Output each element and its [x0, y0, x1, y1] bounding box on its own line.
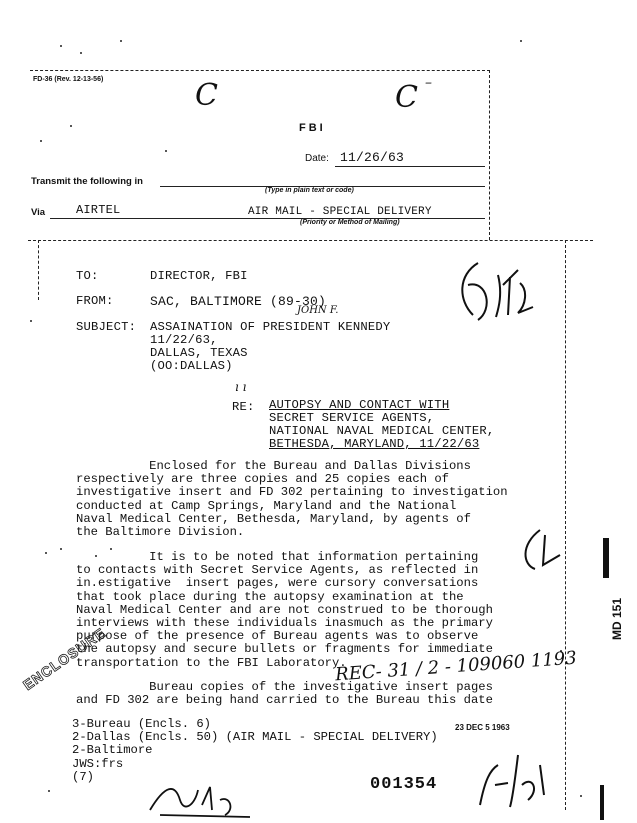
- serial-number-stamp: 001354: [370, 775, 438, 794]
- form-number: FD-36 (Rev. 12-13-56): [33, 76, 104, 83]
- form-agency: FBI: [299, 122, 326, 134]
- distribution-list: 3-Bureau (Encls. 6) 2-Dallas (Encls. 50) (AIR MAIL - SPECIAL DELIVERY) 2-Baltimore JWS:frs (7): [72, 717, 438, 784]
- from-label: FROM:: [76, 294, 114, 308]
- form-right-border: [489, 70, 490, 240]
- from-value: SAC, BALTIMORE (89-30): [150, 294, 327, 309]
- re-line-4: BETHESDA, MARYLAND, 11/22/63: [269, 437, 480, 451]
- via-line: [50, 218, 485, 219]
- body-left-border: [38, 240, 39, 300]
- dec-date-stamp: 23 DEC 5 1963: [455, 723, 510, 732]
- md-number: MD 151: [610, 597, 624, 640]
- subject-line-2: 11/22/63,: [150, 333, 218, 347]
- date-line: [335, 166, 485, 167]
- handwritten-bottom-initials: [470, 745, 560, 815]
- method-value: AIR MAIL - SPECIAL DELIVERY: [248, 206, 432, 218]
- date-value: 11/26/63: [340, 150, 405, 165]
- black-bottom-mark: [600, 785, 604, 820]
- form-top-border: [30, 70, 490, 71]
- re-label: RE:: [232, 400, 255, 414]
- black-margin-mark: [603, 538, 609, 578]
- enclosure-stamp: ENCLOSURE: [20, 624, 109, 694]
- transmit-label: Transmit the following in: [31, 176, 143, 187]
- via-value: AIRTEL: [76, 203, 121, 217]
- handwritten-bottom-signature: [140, 775, 260, 820]
- to-label: TO:: [76, 269, 99, 283]
- subject-line-3: DALLAS, TEXAS: [150, 346, 248, 360]
- handwritten-tick-marks: ı ı: [235, 380, 247, 394]
- method-hint: (Priority or Method of Mailing): [300, 219, 400, 226]
- handwritten-dash-mark: –: [425, 75, 432, 91]
- subject-line-1: ASSAINATION OF PRESIDENT KENNEDY: [150, 320, 391, 334]
- re-line-2: SECRET SERVICE AGENTS,: [269, 411, 435, 425]
- subject-line-4: (OO:DALLAS): [150, 359, 233, 373]
- re-line-1: AUTOPSY AND CONTACT WITH: [269, 398, 450, 412]
- subject-label: SUBJECT:: [76, 320, 137, 334]
- to-value: DIRECTOR, FBI: [150, 269, 248, 283]
- handwritten-c-mark-2: C: [395, 80, 418, 115]
- type-hint: (Type in plain text or code): [265, 187, 354, 194]
- handwritten-insert: JOHN F.: [297, 305, 339, 316]
- handwritten-margin-initials: [515, 525, 565, 575]
- body-paragraph-1: Enclosed for the Bureau and Dallas Divisions respectively are three copies and 25 copies each of investigative insert and FD 302 pertaining to investigation conducted at Camp Springs, Maryland and the National Naval Medical Center, Bethesda, Maryland, by agents of the Baltimore Division.: [76, 459, 508, 540]
- date-label: Date:: [305, 153, 329, 164]
- via-label: Via: [31, 207, 46, 218]
- re-line-3: NATIONAL NAVAL MEDICAL CENTER,: [269, 424, 495, 438]
- body-paragraph-2: It is to be noted that information pertaining to contacts with Secret Service Agents, as reflected in in.estigative insert pages, were cursory conversations that took place during the autopsy examination at the Naval Medical Center and are not construed to be thorough interviews with these individuals inasmuch as the primary purpose of the presence of Bureau agents was to observe the autopsy and secure bullets or fragments for immediate transportation to the FBI Laboratory.: [76, 550, 493, 670]
- handwritten-c-mark: C: [195, 78, 218, 113]
- body-paragraph-3: Bureau copies of the investigative insert pages and FD 302 are being hand carried to the Bureau this date: [76, 680, 493, 708]
- rec-number-stamp: REC- 31 / 2 - 109060 1193: [334, 647, 578, 686]
- handwritten-initials-signature: [448, 255, 548, 335]
- body-right-border: [565, 240, 566, 810]
- form-divider: [28, 240, 593, 241]
